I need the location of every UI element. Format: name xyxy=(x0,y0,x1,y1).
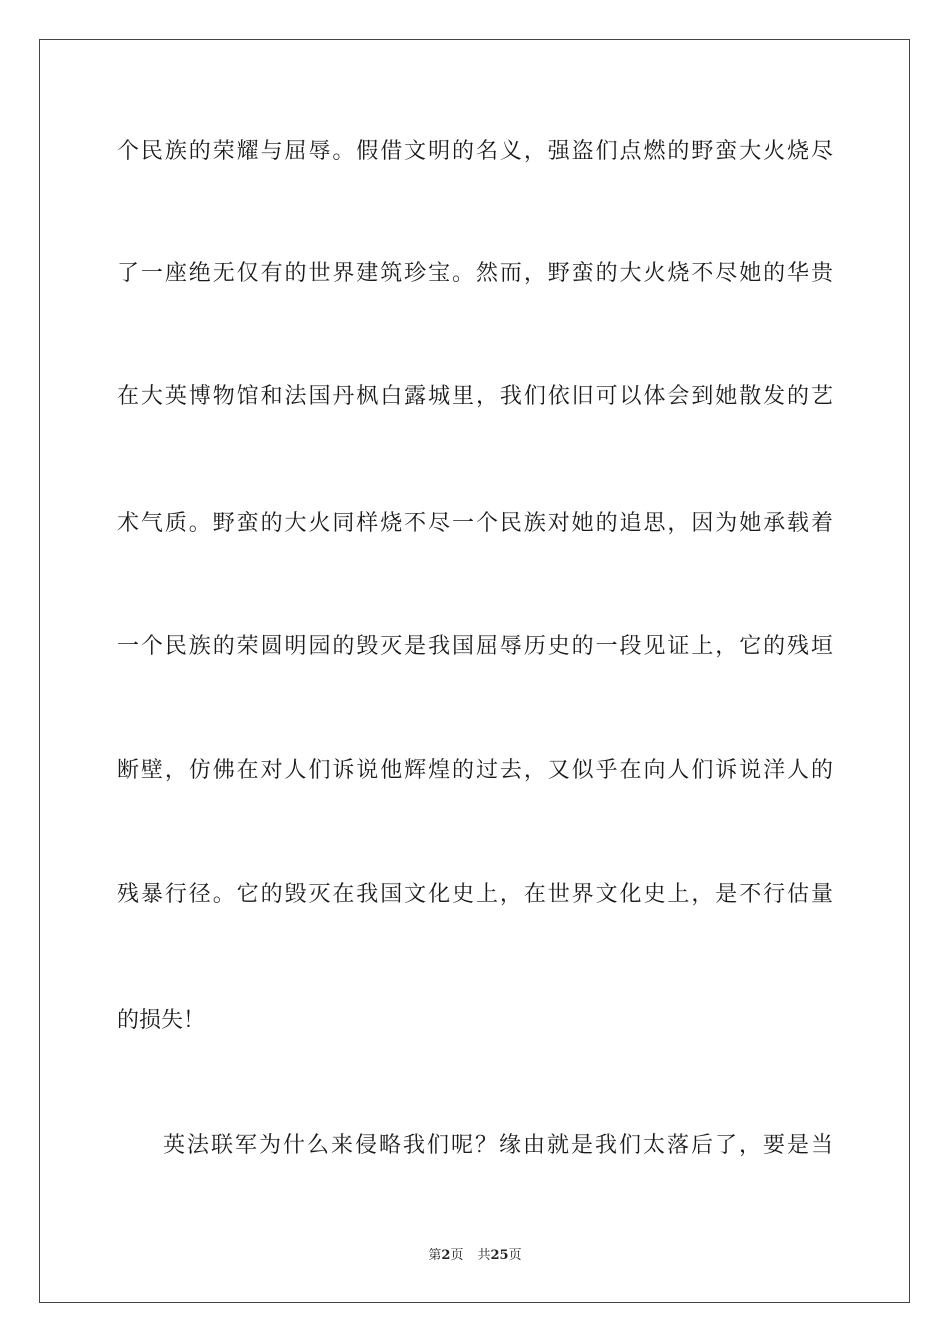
page-footer xyxy=(0,1248,950,1264)
page-prefix: 第 xyxy=(428,1248,442,1263)
body-text-line-6: 断壁，仿佛在对人们诉说他辉煌的过去，又似乎在向人们诉说洋人的 xyxy=(117,758,833,783)
body-text-line-2: 了一座绝无仅有的世界建筑珍宝。然而，野蛮的大火烧不尽她的华贵 xyxy=(117,261,833,286)
total-prefix: 共 xyxy=(477,1248,491,1263)
body-text-line-8: 的损失！ xyxy=(117,1008,206,1033)
body-text-line-3: 在大英博物馆和法国丹枫白露城里，我们依旧可以体会到她散发的艺 xyxy=(117,384,833,409)
page-suffix: 页 xyxy=(450,1248,464,1263)
body-text-line-7: 残暴行径。它的毁灭在我国文化史上，在世界文化史上，是不行估量 xyxy=(117,882,833,907)
page-border xyxy=(39,39,910,1303)
body-text-line-5: 一个民族的荣圆明园的毁灭是我国屈辱历史的一段见证上，它的残垣 xyxy=(117,634,833,659)
total-pages: 25 xyxy=(490,1248,509,1263)
page-number: 2 xyxy=(441,1248,451,1263)
paragraph-start-line: 英法联军为什么来侵略我们呢？缘由就是我们太落后了，要是当 xyxy=(163,1133,833,1158)
total-suffix: 页 xyxy=(508,1248,522,1263)
body-text-line-1: 个民族的荣耀与屈辱。假借文明的名义，强盗们点燃的野蛮大火烧尽 xyxy=(117,139,833,164)
body-text-line-4: 术气质。野蛮的大火同样烧不尽一个民族对她的追思，因为她承载着 xyxy=(117,511,833,536)
